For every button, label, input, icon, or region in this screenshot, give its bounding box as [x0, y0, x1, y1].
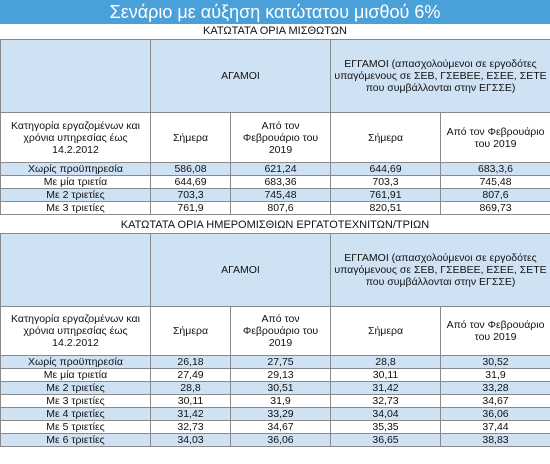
corner-cell: [1, 40, 151, 113]
table-row: [1, 395, 550, 408]
row-label: Χωρίς προϋπηρεσία: [1, 356, 151, 369]
cell-value: 644,69: [151, 176, 231, 189]
cell-value: 35,35: [331, 421, 441, 434]
cell-value: 30,11: [151, 395, 231, 408]
cell-value: 745,48: [231, 189, 331, 202]
today-header: Σήμερα: [331, 307, 441, 356]
table-row: [1, 356, 550, 369]
row-label: Με 2 τριετίες: [1, 382, 151, 395]
row-label: Με 6 τριετίες: [1, 434, 151, 447]
row-label: Με 5 τριετίες: [1, 421, 151, 434]
cell-value: 34,67: [231, 421, 331, 434]
cell-value: 32,73: [151, 421, 231, 434]
table-row: [1, 369, 550, 382]
cell-value: 30,52: [441, 356, 550, 369]
row-label: Με 2 τριετίες: [1, 189, 151, 202]
cell-value: 30,11: [331, 369, 441, 382]
cell-value: 33,28: [441, 382, 550, 395]
table-row: [1, 408, 550, 421]
cell-value: 32,73: [331, 395, 441, 408]
cell-value: 761,9: [151, 202, 231, 215]
cell-value: 34,67: [441, 395, 550, 408]
today-header: Σήμερα: [331, 113, 441, 163]
row-label: Χωρίς προϋπηρεσία: [1, 163, 151, 176]
cell-value: 644,69: [331, 163, 441, 176]
cell-value: 31,9: [231, 395, 331, 408]
cell-value: 28,8: [151, 382, 231, 395]
cell-value: 807,6: [231, 202, 331, 215]
table-row: [1, 382, 550, 395]
cell-value: 38,83: [441, 434, 550, 447]
group-married-header: ΕΓΓΑΜΟΙ (απασχολούμενοι σε εργοδότες υπαγόμενους σε ΣΕΒ, ΓΣΕΒΕΕ, ΕΣΕΕ, ΣΕΤΕ που συμβάλλονται στην ΕΓΣΣΕ): [331, 40, 550, 113]
table-row: [1, 202, 550, 215]
cell-value: 26,18: [151, 356, 231, 369]
row-label: Με μία τριετία: [1, 176, 151, 189]
cell-value: 703,3: [151, 189, 231, 202]
cell-value: 37,44: [441, 421, 550, 434]
cell-value: 586,08: [151, 163, 231, 176]
cell-value: 36,06: [441, 408, 550, 421]
table1-title: ΚΑΤΩΤΑΤΑ ΟΡΙΑ ΜΙΣΘΩΤΩΝ: [203, 25, 347, 37]
category-header: Κατηγορία εργαζομένων και χρόνια υπηρεσίας έως 14.2.2012: [1, 113, 151, 163]
cell-value: 27,49: [151, 369, 231, 382]
cell-value: 27,75: [231, 356, 331, 369]
cell-value: 33,29: [231, 408, 331, 421]
cell-value: 36,06: [231, 434, 331, 447]
cell-value: 31,42: [331, 382, 441, 395]
group-unmarried-header: ΑΓΑΜΟΙ: [151, 40, 331, 113]
corner-cell: [1, 234, 151, 307]
cell-value: 29,13: [231, 369, 331, 382]
table2-title: ΚΑΤΩΤΑΤΑ ΟΡΙΑ ΗΜΕΡΟΜΙΣΘΙΩΝ ΕΡΓΑΤΟΤΕΧΝΙΤΩΝ/ΤΡΙΩΝ: [120, 219, 430, 231]
cell-value: 31,9: [441, 369, 550, 382]
cell-value: 28,8: [331, 356, 441, 369]
wages-table: [0, 39, 550, 215]
feb-header: Από τον Φεβρουάριο του 2019: [231, 113, 331, 163]
row-label: Με μία τριετία: [1, 369, 151, 382]
today-header: Σήμερα: [151, 113, 231, 163]
cell-value: 36,65: [331, 434, 441, 447]
cell-value: 683,3,6: [441, 163, 550, 176]
row-label: Με 4 τριετίες: [1, 408, 151, 421]
table-row: [1, 421, 550, 434]
cell-value: 820,51: [331, 202, 441, 215]
row-label: Με 3 τριετίες: [1, 395, 151, 408]
feb-header: Από τον Φεβρουάριο του 2019: [231, 307, 331, 356]
cell-value: 807,6: [441, 189, 550, 202]
cell-value: 745,48: [441, 176, 550, 189]
today-header: Σήμερα: [151, 307, 231, 356]
cell-value: 683,36: [231, 176, 331, 189]
cell-value: 869,73: [441, 202, 550, 215]
table-row: [1, 163, 550, 176]
table-row: [1, 434, 550, 447]
cell-value: 30,51: [231, 382, 331, 395]
page-banner: Σενάριο με αύξηση κατώτατου μισθού 6%: [0, 0, 550, 24]
row-label: Με 3 τριετίες: [1, 202, 151, 215]
cell-value: 34,04: [331, 408, 441, 421]
cell-value: 34,03: [151, 434, 231, 447]
group-unmarried-header: ΑΓΑΜΟΙ: [151, 234, 331, 307]
daily-wages-table: [0, 233, 550, 447]
cell-value: 703,3: [331, 176, 441, 189]
feb-header: Από τον Φεβρουάριο του 2019: [441, 307, 550, 356]
table-row: [1, 176, 550, 189]
category-header: Κατηγορία εργαζομένων και χρόνια υπηρεσίας έως 14.2.2012: [1, 307, 151, 356]
table-row: [1, 189, 550, 202]
cell-value: 621,24: [231, 163, 331, 176]
cell-value: 31,42: [151, 408, 231, 421]
group-married-header: ΕΓΓΑΜΟΙ (απασχολούμενοι σε εργοδότες υπαγόμενους σε ΣΕΒ, ΓΣΕΒΕΕ, ΕΣΕΕ, ΣΕΤΕ που συμβάλλονται στην ΕΓΣΣΕ): [331, 234, 550, 307]
cell-value: 761,91: [331, 189, 441, 202]
feb-header: Από τον Φεβρουάριο του 2019: [441, 113, 550, 163]
